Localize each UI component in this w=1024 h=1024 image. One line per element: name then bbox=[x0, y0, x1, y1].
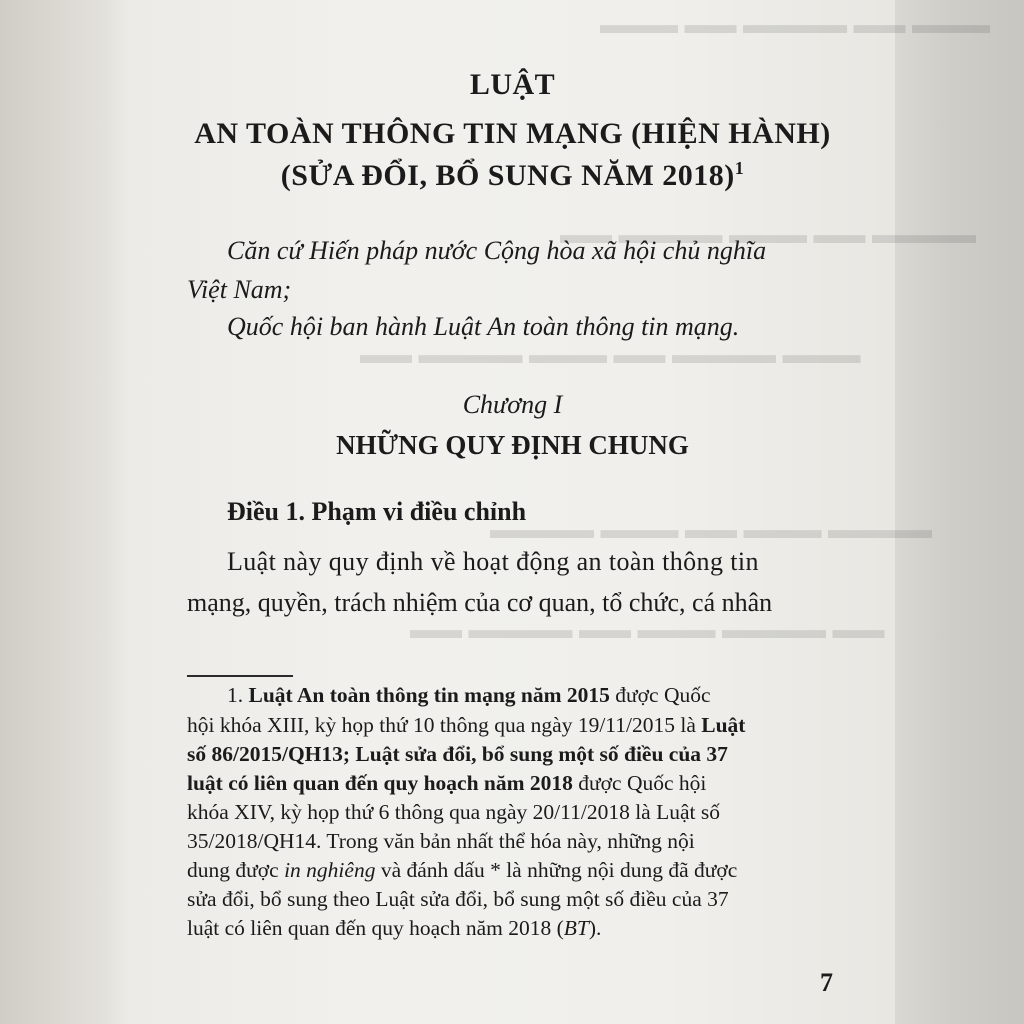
footnote-bold-text: Luật bbox=[701, 713, 746, 737]
show-through-texture: ▬▬▬ ▬▬ ▬▬▬▬ ▬▬ ▬▬▬ bbox=[600, 10, 990, 39]
footnote-text: ). bbox=[588, 916, 602, 940]
page-number: 7 bbox=[820, 968, 833, 997]
footnote-line-6: 35/2018/QH14. Trong văn bản nhất thể hóa này, những nội bbox=[187, 829, 695, 853]
law-name: AN TOÀN THÔNG TIN MẠNG (HIỆN HÀNH) bbox=[194, 117, 831, 150]
footnote-text: được Quốc bbox=[609, 683, 711, 707]
footnote-italic-text: in nghiêng bbox=[284, 858, 376, 882]
footnote-text: dung được bbox=[187, 858, 285, 882]
footnote-separator bbox=[187, 675, 293, 677]
document-page bbox=[130, 0, 990, 1024]
chapter-title: NHỮNG QUY ĐỊNH CHUNG bbox=[336, 430, 689, 460]
book-right-edge bbox=[895, 0, 1024, 1024]
show-through-texture: ▬▬▬▬ ▬▬ ▬▬▬ ▬▬▬▬ ▬▬ bbox=[560, 220, 976, 249]
footnote-line-4 bbox=[187, 771, 706, 796]
footnote-mark: 1 bbox=[734, 158, 745, 178]
show-through-texture: ▬▬▬▬ ▬▬▬ ▬▬ ▬▬▬ ▬▬▬▬ bbox=[490, 515, 932, 544]
footnote-text: và đánh dấu * là những nội dung đã được bbox=[375, 858, 738, 882]
footnote-text: luật có liên quan đến quy hoạch năm 2018 ( bbox=[187, 916, 564, 940]
footnote-line-8: sửa đổi, bổ sung theo Luật sửa đổi, bổ sung một số điều của 37 bbox=[187, 887, 729, 911]
footnote-line-9 bbox=[187, 916, 601, 941]
preamble-line-2: Việt Nam; bbox=[187, 275, 292, 304]
footnote-bold-text: Luật An toàn thông tin mạng năm 2015 bbox=[248, 683, 610, 707]
footnote-line-5: khóa XIV, kỳ họp thứ 6 thông qua ngày 20/11/2018 là Luật số bbox=[187, 800, 720, 824]
footnote-italic-text: BT bbox=[563, 916, 589, 940]
footnote-line-3: số 86/2015/QH13; Luật sửa đổi, bổ sung một số điều của 37 bbox=[187, 742, 728, 766]
preamble-line-1: Căn cứ Hiến pháp nước Cộng hòa xã hội chủ nghĩa bbox=[227, 236, 767, 265]
chapter-label: Chương I bbox=[462, 390, 563, 419]
article-1-title: Điều 1. Phạm vi điều chỉnh bbox=[227, 497, 527, 526]
article-1-line-1: Luật này quy định về hoạt động an toàn thông tin bbox=[227, 547, 759, 576]
law-heading: LUẬT bbox=[469, 68, 556, 101]
article-1-line-2: mạng, quyền, trách nhiệm của cơ quan, tổ chức, cá nhân bbox=[187, 588, 773, 617]
footnote-text: được Quốc hội bbox=[572, 771, 707, 795]
footnote-line-7 bbox=[187, 858, 737, 883]
footnote-bold-text: luật có liên quan đến quy hoạch năm 2018 bbox=[187, 771, 573, 795]
book-left-edge bbox=[0, 0, 130, 1024]
show-through-texture: ▬▬ ▬▬▬▬ ▬▬▬ ▬▬ ▬▬▬▬ ▬▬ bbox=[410, 615, 885, 644]
footnote-number: 1. bbox=[227, 683, 249, 707]
footnote-line-2 bbox=[187, 713, 745, 738]
footnote-line-1 bbox=[227, 683, 711, 708]
show-through-texture: ▬▬▬ ▬▬▬▬ ▬▬ ▬▬▬ ▬▬▬▬ ▬▬ bbox=[360, 340, 861, 369]
preamble-line-3: Quốc hội ban hành Luật An toàn thông tin mạng. bbox=[227, 312, 740, 341]
footnote-text: hội khóa XIII, kỳ họp thứ 10 thông qua ngày 19/11/2015 là bbox=[187, 713, 702, 737]
law-amendment: (SỬA ĐỔI, BỔ SUNG NĂM 2018) bbox=[280, 159, 735, 192]
law-amendment-line bbox=[130, 158, 895, 193]
